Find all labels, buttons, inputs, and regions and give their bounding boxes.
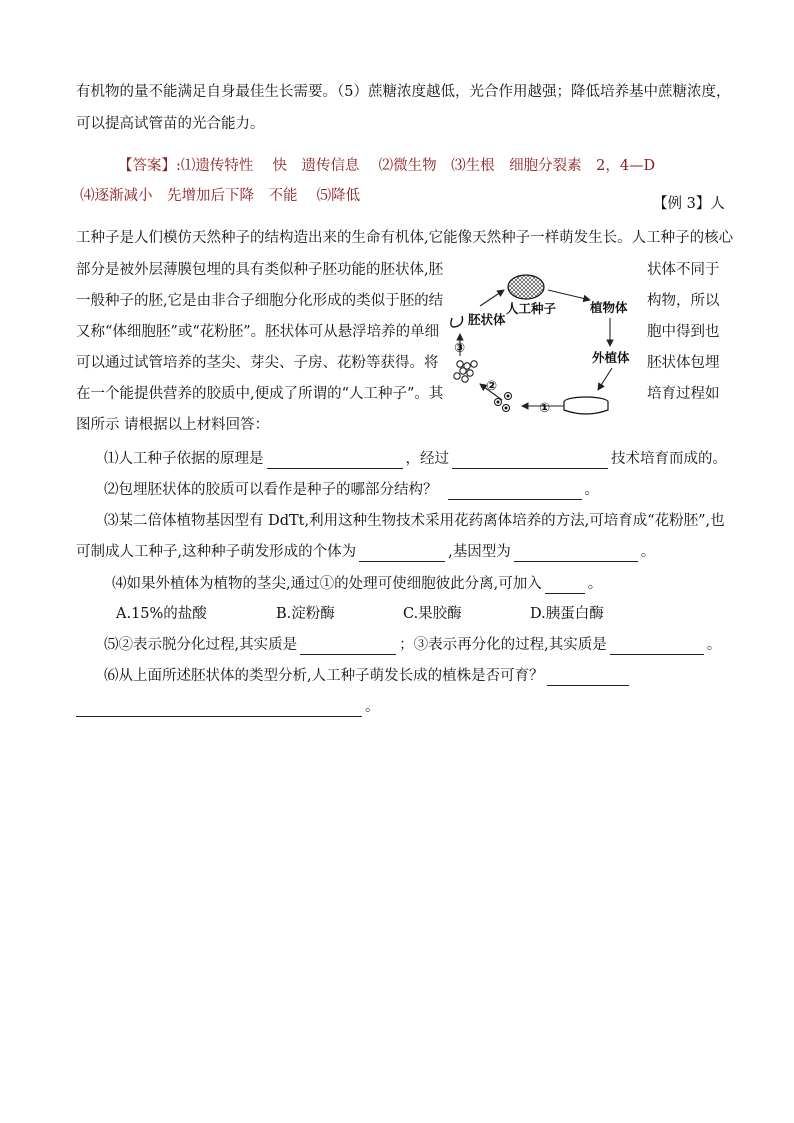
option-a: A.15%的盐酸 (116, 606, 207, 622)
q2-text-a: ⑵包埋胚状体的胶质可以看作是种子的哪部分结构？ (104, 482, 438, 498)
option-c: C.果胶酶 (403, 606, 462, 622)
q5-text-b: ；③表示再分化的过程,其实质是 (399, 637, 607, 653)
step-1-label: ① (539, 401, 551, 416)
q3-blank-1[interactable] (359, 546, 445, 562)
q1-text-b: ，经过 (405, 451, 449, 467)
step-2-label: ② (486, 379, 498, 394)
q1-text-c: 技术培育而成的。 (611, 451, 727, 467)
question-3-line-2 (76, 542, 655, 562)
q1-text-a: ⑴人工种子依据的原理是 (104, 451, 264, 467)
q5-text-c: 。 (706, 637, 722, 653)
embryoid-label: 胚状体 (468, 312, 506, 327)
q5-blank-2[interactable] (610, 639, 704, 655)
question-2 (104, 480, 599, 500)
example-right-line: 胞中得到也 (647, 324, 720, 340)
q5-text-a: ⑸②表示脱分化过程,其实质是 (104, 637, 298, 653)
q6-blank-2[interactable] (76, 701, 362, 717)
example-right-line: 培育过程如 (647, 386, 720, 402)
explant-label: 外植体 (592, 350, 630, 365)
embryoid-icon (451, 316, 463, 327)
q3-text-d: 。 (640, 544, 656, 560)
q5-blank-1[interactable] (300, 639, 396, 655)
q1-blank-1[interactable] (267, 453, 403, 469)
intro-line-1: 有机物的量不能满足自身最佳生长需要。（5）蔗糖浓度越低，光合作用越强；降低培养基中蔗糖浓度， (76, 84, 731, 100)
plant-label: 植物体 (590, 300, 628, 315)
example-right-line: 胚状体包埋 (647, 355, 720, 371)
example-left-line: 在一个能提供营养的胶质中,便成了所谓的“人工种子”。其 (76, 386, 444, 402)
callus-cluster-icon (454, 361, 477, 382)
example-left-line: 又称“体细胞胚”或“花粉胚”。胚状体可从悬浮培养的单细 (76, 324, 440, 340)
q6-text-a: ⑹从上面所述胚状体的类型分析,人工种子萌发长成的植株是否可育？ (104, 668, 544, 684)
example-left-line: 一般种子的胚,它是由非合子细胞分化形成的类似于胚的结 (76, 293, 444, 309)
question-5 (104, 635, 721, 655)
seed-label: 人工种子 (506, 301, 557, 316)
q6-text-b: 。 (365, 699, 380, 715)
q2-text-b: 。 (584, 482, 599, 498)
answer-line-1: 【答案】:⑴遗传特性 快 遗传信息 ⑵微生物 ⑶生根 细胞分裂素 2，4—D (118, 158, 656, 174)
example-tag: 【例 3】人 (653, 196, 725, 212)
q4-blank[interactable] (545, 578, 585, 594)
question-6-line-2 (76, 697, 380, 717)
q4-text-a: ⑷如果外植体为植物的茎尖,通过①的处理可使细胞彼此分离,可加入 (112, 576, 542, 592)
step-3-label: ③ (454, 341, 466, 356)
example-left-line: 图所示 请根据以上材料回答： (76, 417, 270, 433)
q3-text-b: 可制成人工种子,这种种子萌发形成的个体为 (76, 544, 357, 560)
seed-icon (508, 275, 544, 299)
artificial-seed-cycle-diagram (440, 268, 640, 424)
single-cells-icon (495, 393, 512, 412)
question-6 (104, 666, 632, 686)
example-line-1: 工种子是人们模仿天然种子的结构造出来的生命有机体,它能像天然种子一样萌发生长。人工种子的核心 (76, 230, 734, 246)
petri-dish-icon (564, 397, 608, 414)
q2-blank[interactable] (448, 484, 582, 500)
option-d: D.胰蛋白酶 (530, 606, 604, 622)
example-left-line: 部分是被外层薄膜包埋的具有类似种子胚功能的胚状体,胚 (76, 262, 444, 278)
answer-line-2: ⑷逐渐减小 先增加后下降 不能 ⑸降低 (80, 188, 361, 204)
q4-text-b: 。 (587, 576, 603, 592)
example-left-line: 可以通过试管培养的茎尖、芽尖、子房、花粉等获得。将 (76, 355, 439, 371)
intro-line-2: 可以提高试管苗的光合能力。 (76, 116, 265, 132)
q3-text-c: ,基因型为 (448, 544, 511, 560)
example-right-line: 状体不同于 (647, 262, 720, 278)
option-b: B.淀粉酶 (276, 606, 335, 622)
q1-blank-2[interactable] (452, 453, 608, 469)
question-4 (112, 574, 602, 594)
question-1 (104, 449, 727, 469)
example-right-line: 构物，所以 (647, 293, 720, 309)
q6-blank-1[interactable] (547, 670, 629, 686)
q3-blank-2[interactable] (514, 546, 638, 562)
question-3-line-1: ⑶某二倍体植物基因型有 DdTt,利用这种生物技术采用花药离体培养的方法,可培育成“花粉胚”,也 (104, 513, 725, 529)
